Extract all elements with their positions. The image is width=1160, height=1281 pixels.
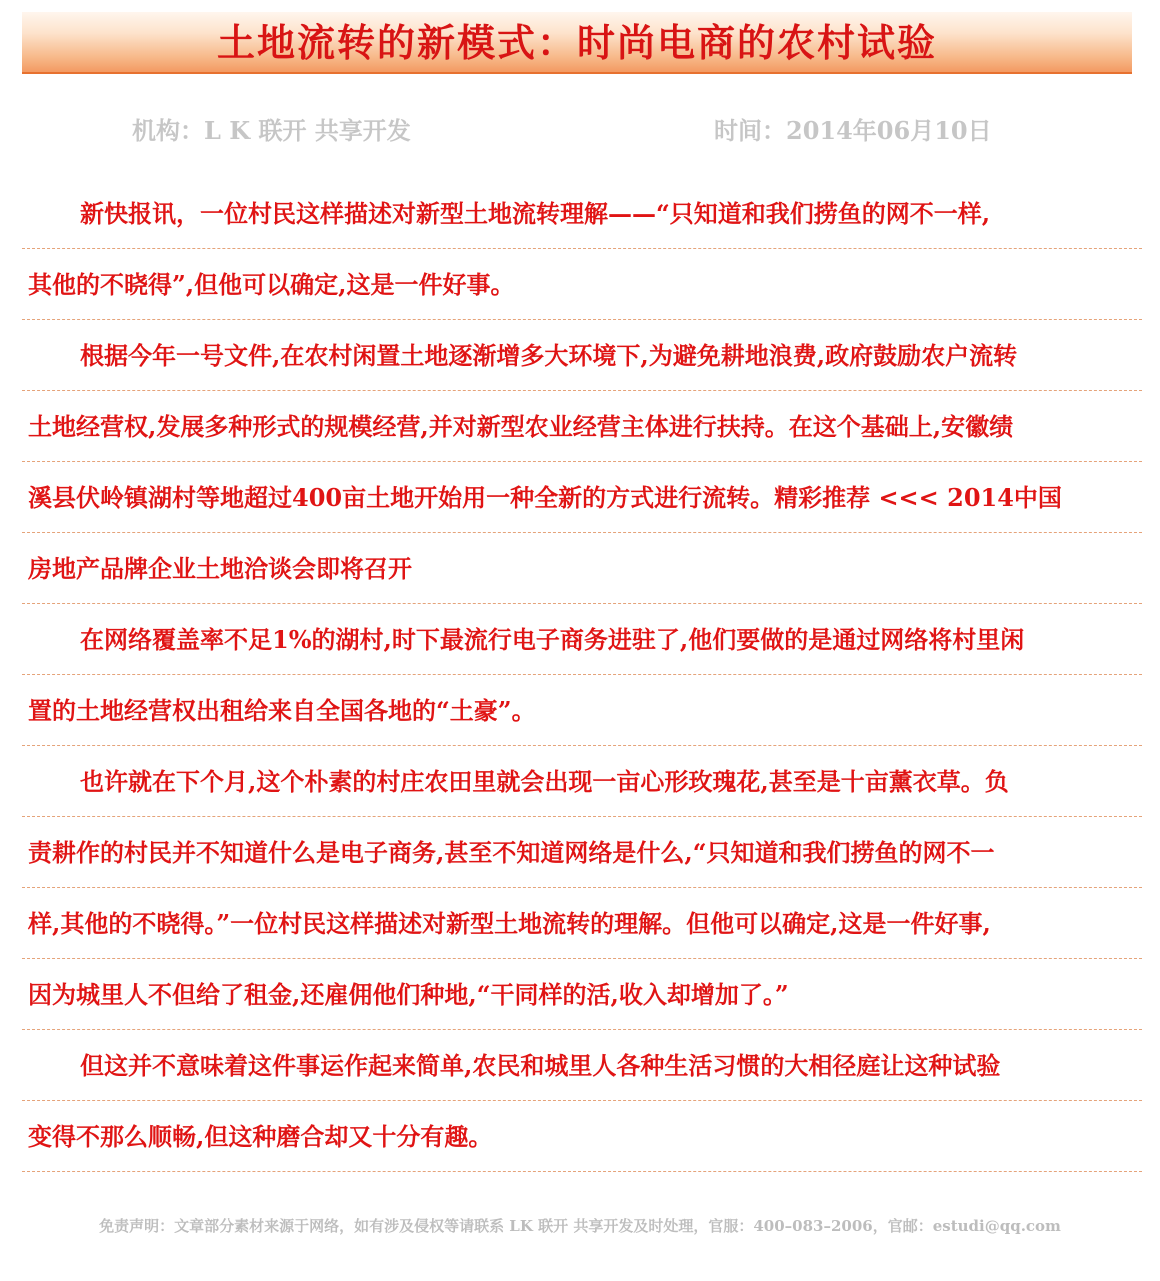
article-line: 也许就在下个月,这个朴素的村庄农田里就会出现一亩心形玫瑰花,甚至是十亩薰衣草。负: [22, 747, 1142, 817]
article-line: 置的土地经营权出租给来自全国各地的“土豪”。: [22, 676, 1142, 746]
article-body: [22, 179, 1142, 1173]
article-line: 责耕作的村民并不知道什么是电子商务,甚至不知道网络是什么,“只知道和我们捞鱼的网不一: [22, 818, 1142, 888]
page-title: 土地流转的新模式：时尚电商的农村试验: [216, 20, 937, 65]
article-line: 在网络覆盖率不足1%的湖村,时下最流行电子商务进驻了,他们要做的是通过网络将村里闲: [22, 605, 1142, 675]
publish-time: 时间：2014年06月10日: [714, 116, 992, 145]
article-line: 房地产品牌企业土地洽谈会即将召开: [22, 534, 1142, 604]
article-line: 其他的不晓得”,但他可以确定,这是一件好事。: [22, 250, 1142, 320]
org-info: 机构：L K 联开 共享开发: [132, 116, 411, 145]
article-line: 溪县伏岭镇湖村等地超过400亩土地开始用一种全新的方式进行流转。精彩推荐 <<< 2014中国: [22, 463, 1142, 533]
disclaimer-footer: 免责声明：文章部分素材来源于网络，如有涉及侵权等请联系 LK 联开 共享开发及时处理，官服：400–083–2006，官邮：estudi@qq.com: [99, 1217, 1061, 1235]
title-banner: [22, 12, 1132, 74]
article-line: 样,其他的不晓得。”一位村民这样描述对新型土地流转的理解。但他可以确定,这是一件好事,: [22, 889, 1142, 959]
article-line: 但这并不意味着这件事运作起来简单,农民和城里人各种生活习惯的大相径庭让这种试验: [22, 1031, 1142, 1101]
article-line: 土地经营权,发展多种形式的规模经营,并对新型农业经营主体进行扶持。在这个基础上,安徽绩: [22, 392, 1142, 462]
article-line: 新快报讯，一位村民这样描述对新型土地流转理解——“只知道和我们捞鱼的网不一样,: [22, 179, 1142, 249]
article-line: 根据今年一号文件,在农村闲置土地逐渐增多大环境下,为避免耕地浪费,政府鼓励农户流转: [22, 321, 1142, 391]
article-line: 因为城里人不但给了租金,还雇佣他们种地,“干同样的活,收入却增加了。”: [22, 960, 1142, 1030]
article-line: 变得不那么顺畅,但这种磨合却又十分有趣。: [22, 1102, 1142, 1172]
